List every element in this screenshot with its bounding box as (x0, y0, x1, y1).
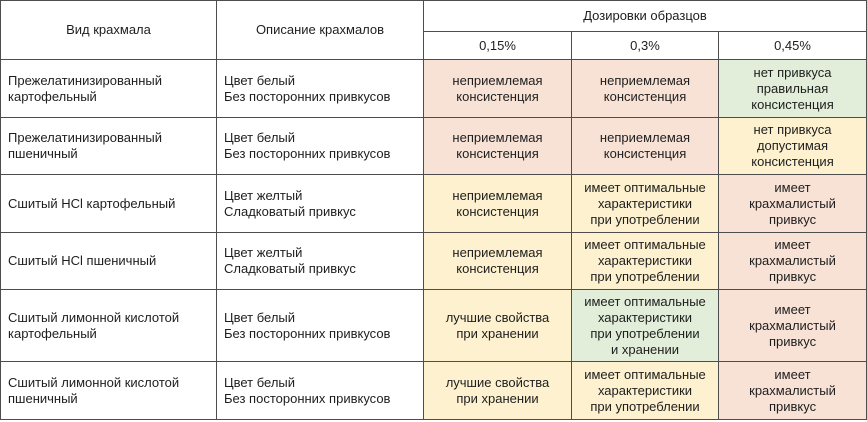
starch-description-text: Без посторонних привкусов (224, 146, 391, 161)
dose-result-cell (424, 118, 572, 175)
starch-description-text: Цвет белый (224, 130, 296, 145)
dose-result-cell (719, 362, 867, 420)
dose-result-cell (719, 60, 867, 118)
dose-result-cell (719, 118, 867, 175)
dose-result-cell (572, 362, 719, 420)
starch-description-text: Без посторонних привкусов (224, 325, 391, 341)
starch-description-text: Цвет белый (224, 72, 296, 88)
dose-result-cell (572, 175, 719, 233)
starch-kind-text: пшеничный (8, 146, 78, 161)
dose-result-text: нет привкуса (753, 122, 832, 137)
dose-result-text: имеет (774, 179, 811, 195)
starch-description-cell (217, 118, 424, 175)
dose-result-text: характеристики (597, 309, 693, 325)
starch-kind-cell (1, 175, 217, 233)
starch-description-text: Без посторонних привкусов (224, 88, 391, 104)
header-kind: Вид крахмала (1, 1, 217, 60)
table-row (1, 175, 867, 233)
dose-result-text: привкус (768, 398, 817, 414)
dose-result-text: неприемлемая (452, 72, 543, 88)
dose-result-cell (719, 290, 867, 362)
header-dosage: Дозировки образцов (424, 1, 867, 32)
dose-result-text: лучшие свойства (445, 309, 550, 325)
starch-kind-text: Сшитый лимонной кислотой (8, 309, 180, 325)
starch-description-cell (217, 233, 424, 290)
dose-result-text: при употреблении (590, 269, 700, 284)
header-description: Описание крахмалов (217, 1, 424, 60)
dose-result-cell (424, 60, 572, 118)
dose-result-cell (424, 290, 572, 362)
starch-description-cell (217, 290, 424, 362)
dose-result-text: имеет (774, 237, 811, 252)
dose-result-text: неприемлемая (452, 187, 543, 203)
starch-kind-cell (1, 290, 217, 362)
dose-result-text: имеет (774, 301, 811, 317)
table-row (1, 362, 867, 420)
dose-result-text: неприемлемая (452, 130, 543, 145)
starch-description-text: Цвет желтый (224, 187, 303, 203)
dose-result-text: при употреблении (590, 211, 700, 227)
header-dose: 0,3% (572, 32, 719, 60)
starch-description-cell (217, 60, 424, 118)
dose-result-text: консистенция (456, 203, 539, 219)
dose-result-text: при употреблении (590, 325, 700, 341)
starch-kind-text: пшеничный (8, 390, 78, 406)
dose-result-text: лучшие свойства (445, 374, 550, 390)
starch-kind-cell (1, 60, 217, 118)
dose-result-text: консистенция (603, 146, 687, 161)
dose-result-text: привкус (768, 333, 817, 349)
starch-kind-text: картофельный (8, 325, 97, 341)
dose-result-text: консистенция (456, 146, 539, 161)
starch-kind-text: Сшитый лимонной кислотой (8, 374, 180, 390)
starch-kind-text: Прежелатинизированный (8, 72, 162, 88)
dose-result-cell (719, 233, 867, 290)
dose-result-cell (572, 233, 719, 290)
table-row (1, 290, 867, 362)
table-row (1, 60, 867, 118)
starch-kind-text: Сшитый HCl пшеничный (8, 253, 157, 268)
dose-result-text: крахмалистый (749, 317, 836, 333)
starch-kind-cell (1, 362, 217, 420)
dose-result-text: консистенция (751, 96, 834, 112)
dose-result-text: и хранении (611, 341, 679, 357)
dose-result-text: при употреблении (590, 398, 700, 414)
dose-result-text: неприемлемая (599, 130, 691, 145)
dose-result-cell (572, 118, 719, 175)
dose-result-text: консистенция (456, 261, 539, 276)
dose-result-cell (424, 175, 572, 233)
dose-result-text: консистенция (751, 154, 834, 169)
starch-description-text: Цвет желтый (224, 245, 303, 260)
dose-result-text: неприемлемая (452, 245, 543, 260)
header-row (1, 1, 867, 32)
dose-result-text: характеристики (597, 382, 693, 398)
dose-result-text: характеристики (597, 253, 693, 268)
starch-description-text: Сладковатый привкус (224, 203, 356, 219)
dose-result-text: привкус (768, 211, 817, 227)
dose-result-text: имеет оптимальные (584, 366, 706, 382)
dose-result-text: крахмалистый (749, 382, 836, 398)
dose-result-text: при хранении (456, 325, 539, 341)
dose-result-text: имеет оптимальные (584, 237, 706, 252)
starch-description-cell (217, 175, 424, 233)
starch-description-text: Сладковатый привкус (224, 261, 356, 276)
dose-result-cell (572, 290, 719, 362)
table-row (1, 233, 867, 290)
dose-result-text: консистенция (603, 88, 687, 104)
table-body (1, 60, 867, 420)
dose-result-text: характеристики (597, 195, 693, 211)
dose-result-text: имеет оптимальные (584, 293, 706, 309)
starch-description-text: Цвет белый (224, 374, 296, 390)
dose-result-text: привкус (768, 269, 817, 284)
starch-kind-cell (1, 118, 217, 175)
starch-description-text: Цвет белый (224, 309, 296, 325)
starch-kind-text: Прежелатинизированный (8, 130, 162, 145)
dose-result-text: консистенция (456, 88, 539, 104)
header-dose: 0,15% (424, 32, 572, 60)
dose-result-cell (424, 362, 572, 420)
starch-kind-cell (1, 233, 217, 290)
table-row (1, 118, 867, 175)
dose-result-text: неприемлемая (599, 72, 691, 88)
dose-result-text: нет привкуса (753, 64, 832, 80)
starch-description-text: Без посторонних привкусов (224, 390, 391, 406)
starch-kind-text: картофельный (8, 88, 97, 104)
dose-result-text: правильная (756, 80, 829, 96)
dose-result-cell (719, 175, 867, 233)
dose-result-cell (424, 233, 572, 290)
dose-result-text: при хранении (456, 390, 539, 406)
dose-result-text: допустимая (756, 138, 829, 153)
starch-description-cell (217, 362, 424, 420)
dose-result-text: имеет оптимальные (584, 179, 706, 195)
dose-result-text: крахмалистый (749, 253, 836, 268)
header-dose: 0,45% (719, 32, 867, 60)
dose-result-text: крахмалистый (749, 195, 836, 211)
dose-result-text: имеет (774, 366, 811, 382)
dose-result-cell (572, 60, 719, 118)
starch-kind-text: Сшитый HCl картофельный (8, 195, 176, 211)
